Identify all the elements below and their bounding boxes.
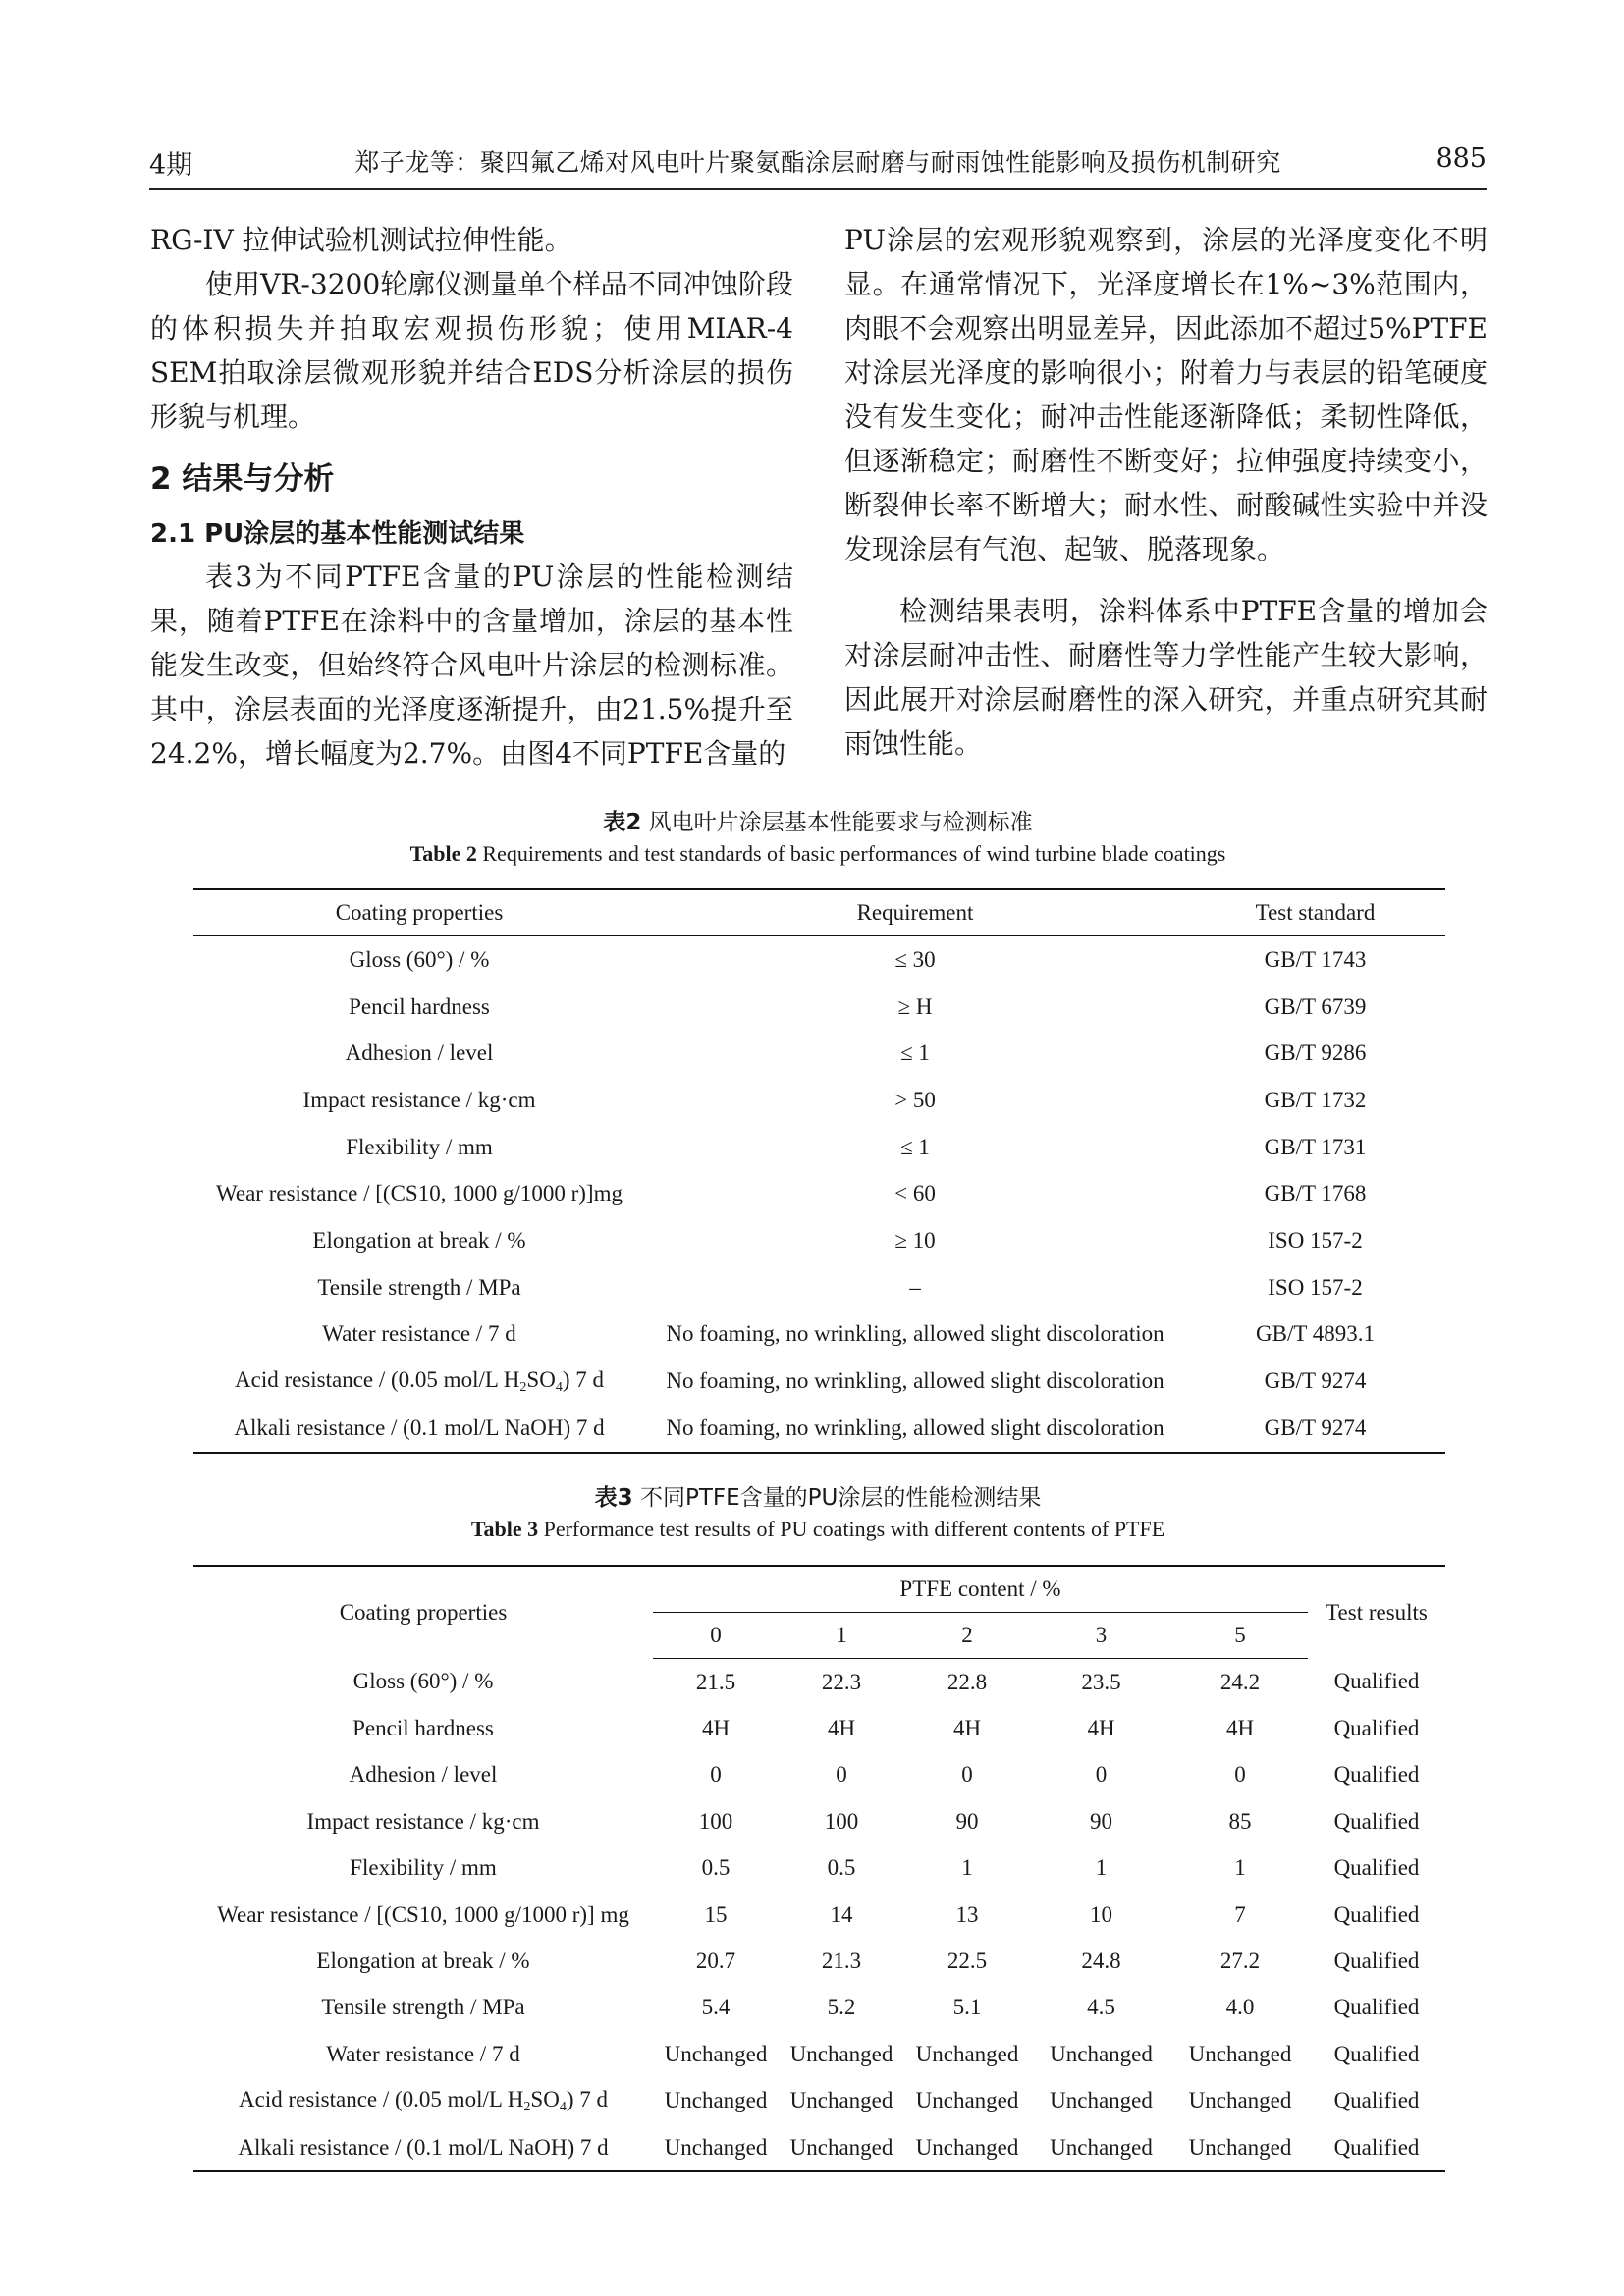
table3-cell: Qualified xyxy=(1333,1808,1420,1834)
paragraph: RG-IV 拉伸试验机测试拉伸性能。 xyxy=(150,224,572,256)
table3-cell: Unchanged xyxy=(1188,2134,1292,2160)
table3-cell: 4.0 xyxy=(1225,1995,1255,2020)
table3-header-ptfe: PTFE content / % xyxy=(653,1566,1308,1613)
table2-cell: Elongation at break / % xyxy=(312,1227,526,1253)
table3-cell: 4H xyxy=(701,1716,731,1741)
table3-row xyxy=(193,1659,1445,1706)
table3-cell: Unchanged xyxy=(789,2088,893,2113)
table2-row xyxy=(193,1358,1445,1405)
table2-row xyxy=(193,1077,1445,1124)
table2-cell: No foaming, no wrinkling, allowed slight discoloration xyxy=(666,1321,1164,1347)
table2-cell: Acid resistance / (0.05 mol/L $H_2SO_4$) 7 d xyxy=(235,1366,604,1395)
table3-cell: 0 xyxy=(1234,1762,1246,1788)
table2-cell: Gloss (60°) / % xyxy=(349,946,490,972)
table3-row xyxy=(193,1985,1445,2031)
table2-header-standard: Test standard xyxy=(1185,889,1445,936)
table3-cell: Unchanged xyxy=(1050,2088,1153,2113)
table2-cell: Tensile strength / MPa xyxy=(317,1274,521,1300)
table2-cell: GB/T 1732 xyxy=(1264,1087,1367,1112)
table2-cell: ≥ 10 xyxy=(894,1227,936,1253)
table3-cell: Unchanged xyxy=(789,2041,893,2066)
table3-cell: 13 xyxy=(955,1901,979,1927)
table2-row xyxy=(193,984,1445,1031)
right-column xyxy=(844,218,1488,766)
table3-cell: Qualified xyxy=(1333,1949,1420,1974)
table3-cell: Flexibility / mm xyxy=(350,1855,497,1881)
table3-cell: 23.5 xyxy=(1081,1669,1121,1694)
table2-cell: GB/T 6739 xyxy=(1264,993,1367,1019)
table3-cell: 100 xyxy=(698,1808,733,1834)
table2-cell: ≤ 1 xyxy=(900,1041,930,1066)
table3-cell: Qualified xyxy=(1333,1995,1420,2020)
header-rule xyxy=(149,188,1487,190)
table3-row xyxy=(193,1752,1445,1798)
table3-row xyxy=(193,1938,1445,1984)
table3-cell: 7 xyxy=(1234,1901,1246,1927)
table2-cell: ≤ 30 xyxy=(894,946,936,972)
table3-cell: 22.5 xyxy=(947,1949,988,1974)
table3-cell: Unchanged xyxy=(915,2088,1019,2113)
table3-cell: 0 xyxy=(836,1762,847,1788)
table3-cell: 90 xyxy=(955,1808,979,1834)
table3-cell: 20.7 xyxy=(695,1949,736,1974)
table3-cell: 24.2 xyxy=(1219,1669,1261,1694)
table3-cell: 10 xyxy=(1090,1901,1112,1927)
issue-number: 4期 xyxy=(149,150,193,181)
table2-row xyxy=(193,936,1445,984)
table2-cell: GB/T 9274 xyxy=(1264,1368,1367,1394)
table3-cell: Acid resistance / (0.05 mol/L $H_2SO_4$) 7 d xyxy=(239,2086,608,2114)
table3-ptfe-level: 2 xyxy=(904,1613,1030,1659)
table3-cell: 21.3 xyxy=(821,1949,862,1974)
table2-cell: GB/T 1743 xyxy=(1264,946,1367,972)
table2-cell: Adhesion / level xyxy=(345,1041,494,1066)
table2-cell: ISO 157-2 xyxy=(1268,1227,1363,1253)
section-heading: 2 结果与分析 xyxy=(150,461,335,497)
table3-cell: Gloss (60°) / % xyxy=(352,1669,494,1694)
table3-cell: 5.2 xyxy=(827,1995,856,2020)
table3-cell: Adhesion / level xyxy=(349,1762,498,1788)
table3-row xyxy=(193,1798,1445,1844)
table2-cell: GB/T 9286 xyxy=(1264,1041,1367,1066)
page-number: 885 xyxy=(1435,143,1487,174)
table3-cell: Qualified xyxy=(1333,1762,1420,1788)
table3-cell: 4H xyxy=(952,1716,982,1741)
table3-cell: Qualified xyxy=(1333,1716,1420,1741)
table2-header-requirement: Requirement xyxy=(645,889,1185,936)
table3-header-results: Test results xyxy=(1326,1599,1428,1625)
table3-cell: 4H xyxy=(1087,1716,1115,1741)
left-column xyxy=(150,218,793,775)
table3-cell: Alkali resistance / (0.1 mol/L NaOH) 7 d xyxy=(238,2134,609,2160)
table3-ptfe-level: 5 xyxy=(1172,1613,1308,1659)
table2-cell: < 60 xyxy=(894,1181,936,1206)
table3-cell: Unchanged xyxy=(664,2041,768,2066)
table3-caption-en-label: Table 3 xyxy=(470,1517,539,1541)
table3-cell: 0 xyxy=(961,1762,973,1788)
paragraph: PU涂层的宏观形貌观察到，涂层的光泽度变化不明显。在通常情况下，光泽度增长在1%~3%范围内，肉眼不会观察出明显差异，因此添加不超过5%PTFE对涂层光泽度的影响很小；附着力与表层的铅笔硬度没有发生变化；耐冲击性能逐渐降低；柔韧性降低，但逐渐稳定；耐磨性不断变好；拉伸强度持续变小，断裂伸长率不断增大；耐水性、耐酸碱性实验中并没发现涂层有气泡、起皱、脱落现象。 xyxy=(844,224,1488,565)
table2-cell: – xyxy=(909,1274,921,1300)
table3-cell: Water resistance / 7 d xyxy=(326,2041,520,2066)
table2-caption xyxy=(149,807,1487,870)
table3-cell: Unchanged xyxy=(664,2134,768,2160)
table3-cell: Unchanged xyxy=(1188,2088,1292,2113)
table3-cell: 14 xyxy=(830,1901,853,1927)
table3-cell: Unchanged xyxy=(1188,2041,1292,2066)
table2-cell: No foaming, no wrinkling, allowed slight discoloration xyxy=(666,1368,1164,1394)
table3-cell: Unchanged xyxy=(664,2088,768,2113)
table2-caption-en-text: Requirements and test standards of basic performances of wind turbine blade coatings xyxy=(476,841,1226,866)
table3-cell: 90 xyxy=(1090,1808,1112,1834)
table3-cell: Unchanged xyxy=(1050,2041,1153,2066)
table3-cell: 1 xyxy=(1095,1855,1108,1881)
table2-cell: No foaming, no wrinkling, allowed slight discoloration xyxy=(666,1415,1164,1440)
running-title: 郑子龙等：聚四氟乙烯对风电叶片聚氨酯涂层耐磨与耐雨蚀性能影响及损伤机制研究 xyxy=(354,148,1281,177)
table3-ptfe-level: 3 xyxy=(1030,1613,1172,1659)
table3-cell: 24.8 xyxy=(1081,1949,1121,1974)
table2 xyxy=(193,888,1445,1454)
table3-cell: 1 xyxy=(961,1855,973,1881)
table3-cell: Elongation at break / % xyxy=(316,1949,530,1974)
table2-cell: ISO 157-2 xyxy=(1268,1274,1363,1300)
table2-header-row xyxy=(193,889,1445,936)
table2-cell: Wear resistance / [(CS10, 1000 g/1000 r)]mg xyxy=(216,1181,623,1206)
table2-cell: GB/T 4893.1 xyxy=(1256,1321,1375,1347)
table2-row xyxy=(193,1030,1445,1077)
table2-cell: ≤ 1 xyxy=(900,1134,930,1159)
table3-caption-cn-text: 不同PTFE含量的PU涂层的性能检测结果 xyxy=(632,1485,1042,1511)
table3-cell: Impact resistance / kg·cm xyxy=(306,1808,540,1834)
table2-cell: Water resistance / 7 d xyxy=(322,1321,516,1347)
table3-cell: Qualified xyxy=(1333,2134,1420,2160)
table3-cell: 5.1 xyxy=(952,1995,982,2020)
table3-cell: 5.4 xyxy=(701,1995,731,2020)
table3 xyxy=(193,1565,1445,2172)
table3-cell: 27.2 xyxy=(1219,1949,1261,1974)
table2-row xyxy=(193,1311,1445,1359)
table3-caption-cn-label: 表3 xyxy=(594,1485,633,1511)
table3-cell: 0.5 xyxy=(827,1855,856,1881)
table3-cell: 4H xyxy=(1225,1716,1255,1741)
table3-cell: Wear resistance / [(CS10, 1000 g/1000 r)] mg xyxy=(217,1901,629,1927)
table3-ptfe-level: 1 xyxy=(779,1613,904,1659)
table3-cell: Unchanged xyxy=(1050,2134,1153,2160)
paragraph: 使用VR-3200轮廓仪测量单个样品不同冲蚀阶段的体积损失并拍取宏观损伤形貌；使用MIAR-4 SEM拍取涂层微观形貌并结合EDS分析涂层的损伤形貌与机理。 xyxy=(150,268,793,433)
table3-cell: Qualified xyxy=(1333,1901,1420,1927)
table3-cell: 15 xyxy=(704,1901,728,1927)
table3-cell: 0 xyxy=(710,1762,722,1788)
table3-cell: 1 xyxy=(1234,1855,1246,1881)
table2-cell: Impact resistance / kg·cm xyxy=(302,1087,536,1112)
table2-row xyxy=(193,1170,1445,1217)
table2-cell: > 50 xyxy=(894,1087,936,1112)
table3-cell: 4H xyxy=(827,1716,856,1741)
table3-cell: 22.3 xyxy=(821,1669,862,1694)
table2-cell: Flexibility / mm xyxy=(346,1134,493,1159)
table2-row xyxy=(193,1264,1445,1311)
table3-cell: Unchanged xyxy=(915,2134,1019,2160)
table2-cell: GB/T 1768 xyxy=(1264,1181,1367,1206)
table3-cell: 22.8 xyxy=(947,1669,988,1694)
table2-header-properties: Coating properties xyxy=(193,889,645,936)
table3-row xyxy=(193,2031,1445,2077)
table3-cell: Unchanged xyxy=(915,2041,1019,2066)
table3-row xyxy=(193,1892,1445,1938)
subsection-heading: 2.1 PU涂层的基本性能测试结果 xyxy=(150,519,525,549)
paragraph: 检测结果表明，涂料体系中PTFE含量的增加会对涂层耐冲击性、耐磨性等力学性能产生较大影响，因此展开对涂层耐磨性的深入研究，并重点研究其耐雨蚀性能。 xyxy=(844,595,1488,760)
table2-caption-cn-label: 表2 xyxy=(603,810,642,835)
table2-cell: ≥ H xyxy=(897,993,933,1019)
table3-caption-en-text: Performance test results of PU coatings with different contents of PTFE xyxy=(538,1517,1165,1541)
table3-cell: Pencil hardness xyxy=(352,1716,494,1741)
table3-cell: 4.5 xyxy=(1087,1995,1115,2020)
table3-row xyxy=(193,1705,1445,1751)
table3-row xyxy=(193,2124,1445,2171)
table2-cell: Alkali resistance / (0.1 mol/L NaOH) 7 d xyxy=(234,1415,605,1440)
table3-cell: 100 xyxy=(824,1808,859,1834)
table2-caption-en-label: Table 2 xyxy=(409,841,477,866)
table3-cell: 0.5 xyxy=(701,1855,731,1881)
table2-cell: Pencil hardness xyxy=(349,993,490,1019)
table3-header-properties: Coating properties xyxy=(339,1599,508,1625)
table2-caption-cn-text: 风电叶片涂层基本性能要求与检测标准 xyxy=(641,810,1033,835)
table3-ptfe-level: 0 xyxy=(653,1613,779,1659)
table2-row xyxy=(193,1124,1445,1171)
table2-row xyxy=(193,1405,1445,1453)
table3-cell: Unchanged xyxy=(789,2134,893,2160)
table3-cell: Tensile strength / MPa xyxy=(321,1995,525,2020)
table3-cell: Qualified xyxy=(1333,2088,1420,2113)
paragraph: 表3为不同PTFE含量的PU涂层的性能检测结果，随着PTFE在涂料中的含量增加，涂层的基本性能发生改变，但始终符合风电叶片涂层的检测标准。其中，涂层表面的光泽度逐渐提升，由21.5%提升至24.2%，增长幅度为2.7%。由图4不同PTFE含量的 xyxy=(150,561,793,770)
table2-row xyxy=(193,1217,1445,1264)
running-header xyxy=(149,139,1487,187)
table3-cell: Qualified xyxy=(1333,2041,1420,2066)
table2-cell: GB/T 9274 xyxy=(1264,1415,1367,1440)
table3-header-row xyxy=(193,1566,1445,1613)
table3-cell: Qualified xyxy=(1333,1669,1420,1694)
table3-row xyxy=(193,1845,1445,1892)
table3-cell: 21.5 xyxy=(695,1669,736,1694)
table3-cell: Qualified xyxy=(1333,1855,1420,1881)
table3-cell: 0 xyxy=(1095,1762,1108,1788)
table3-cell: 85 xyxy=(1228,1808,1252,1834)
table2-cell: GB/T 1731 xyxy=(1264,1134,1367,1159)
table3-caption xyxy=(149,1482,1487,1545)
table3-row xyxy=(193,2078,1445,2124)
